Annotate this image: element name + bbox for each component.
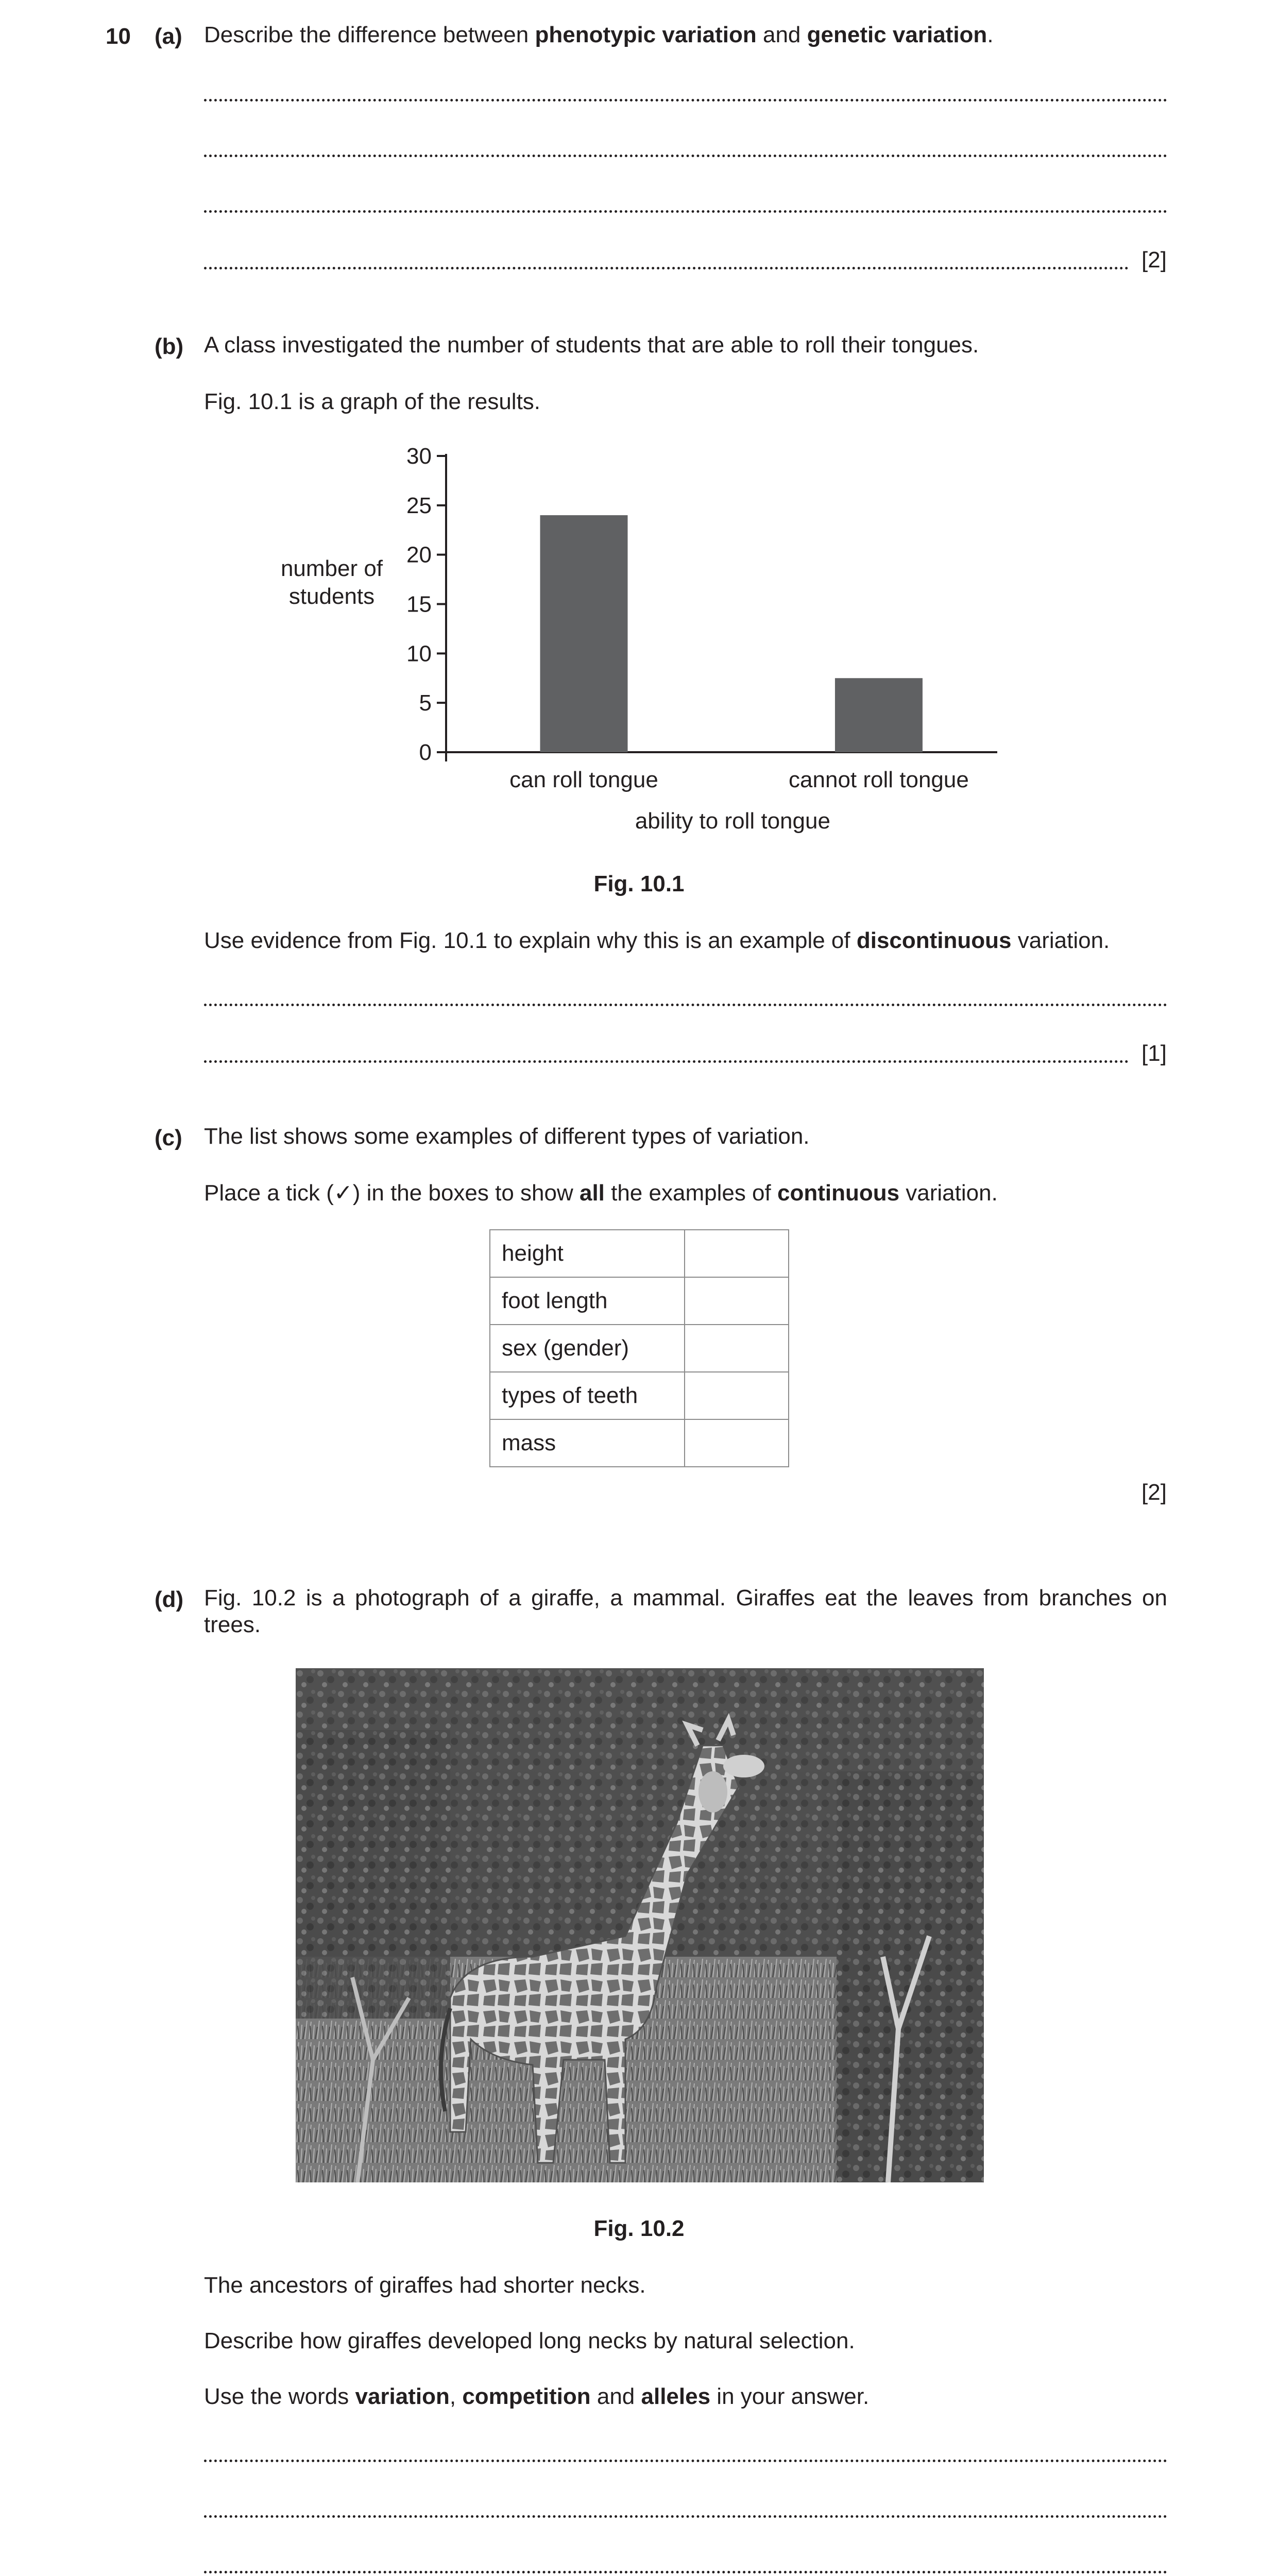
table-row <box>490 1230 789 1277</box>
giraffe-photo-drawing <box>296 1668 984 2182</box>
part-b-fig-ref: Fig. 10.1 is a graph of the results. <box>204 389 541 414</box>
table-row <box>490 1372 789 1419</box>
bar-can-roll-tongue <box>540 515 628 752</box>
part-c-intro: The list shows some examples of different types of variation. <box>204 1124 810 1149</box>
part-d-use-words <box>204 2383 869 2410</box>
part-c-label: (c) <box>155 1125 182 1150</box>
y-tick-label: 5 <box>419 690 432 716</box>
part-d-bold-competition: competition <box>462 2384 591 2409</box>
variation-tick-table <box>489 1229 789 1467</box>
x-category-label: can roll tongue <box>509 767 658 792</box>
answer-line-a-4[interactable] <box>204 267 1129 269</box>
answer-line-a-3[interactable] <box>204 210 1167 213</box>
answer-line-d-3[interactable] <box>204 2571 1167 2573</box>
tick-box-types-of-teeth[interactable] <box>685 1372 789 1419</box>
answer-line-b-1[interactable] <box>204 1004 1167 1006</box>
part-c-bold-all: all <box>579 1180 605 1206</box>
tongue-roll-bar-chart <box>258 433 1030 840</box>
tick-box-height[interactable] <box>685 1230 789 1277</box>
table-row <box>490 1419 789 1467</box>
y-tick-label: 25 <box>406 493 432 518</box>
part-b-instruction <box>204 927 1110 954</box>
answer-line-b-2[interactable] <box>204 1060 1129 1063</box>
row-label-height: height <box>490 1230 685 1277</box>
y-tick-label: 10 <box>406 641 432 667</box>
fig-10-2-caption: Fig. 10.2 <box>593 2216 685 2241</box>
part-c-marks: [2] <box>1141 1480 1167 1505</box>
y-tick-label: 0 <box>419 740 432 765</box>
part-d-use-text: and <box>590 2384 641 2409</box>
table-row <box>490 1325 789 1372</box>
part-c-instruction <box>204 1180 998 1207</box>
fig-10-1-caption: Fig. 10.1 <box>593 871 685 896</box>
part-b-label: (b) <box>155 334 184 359</box>
part-c-bold-continuous: continuous <box>777 1180 900 1206</box>
part-b-instruction-text: variation. <box>1011 928 1110 953</box>
question-number: 10 <box>106 24 131 49</box>
y-tick-label: 30 <box>406 444 432 469</box>
part-d-use-text: , <box>449 2384 463 2409</box>
part-a-text: . <box>987 22 994 47</box>
tick-box-foot-length[interactable] <box>685 1277 789 1325</box>
y-axis-label-line-1: number of <box>280 556 383 581</box>
y-tick-label: 15 <box>406 591 432 617</box>
part-d-ancestors: The ancestors of giraffes had shorter necks. <box>204 2273 646 2298</box>
answer-line-a-1[interactable] <box>204 99 1167 101</box>
part-d-use-text: in your answer. <box>710 2384 870 2409</box>
part-a-text: Describe the difference between <box>204 22 535 47</box>
part-d-bold-variation: variation <box>355 2384 450 2409</box>
part-d-use-text: Use the words <box>204 2384 355 2409</box>
part-b-bold-discontinuous: discontinuous <box>856 928 1012 953</box>
part-b-marks: [1] <box>1141 1041 1167 1066</box>
x-axis-label: ability to roll tongue <box>635 808 830 834</box>
part-d-bold-alleles: alleles <box>641 2384 711 2409</box>
part-c-instruction-text: variation. <box>899 1180 998 1206</box>
part-a-bold-genetic: genetic variation <box>807 22 987 47</box>
part-b-intro: A class investigated the number of students that are able to roll their tongues. <box>204 332 979 358</box>
row-label-sex: sex (gender) <box>490 1325 685 1372</box>
answer-line-d-1[interactable] <box>204 2460 1167 2462</box>
part-c-instruction-text: Place a tick (✓) in the boxes to show <box>204 1180 580 1206</box>
tick-box-mass[interactable] <box>685 1419 789 1467</box>
answer-line-a-2[interactable] <box>204 155 1167 157</box>
part-a-marks: [2] <box>1141 247 1167 273</box>
answer-line-d-2[interactable] <box>204 2515 1167 2518</box>
x-category-label: cannot roll tongue <box>789 767 969 792</box>
y-tick-label: 20 <box>406 542 432 568</box>
part-d-describe: Describe how giraffes developed long necks by natural selection. <box>204 2328 855 2353</box>
table-row <box>490 1277 789 1325</box>
part-b-instruction-text: Use evidence from Fig. 10.1 to explain why this is an example of <box>204 928 857 953</box>
row-label-mass: mass <box>490 1419 685 1467</box>
part-a-label: (a) <box>155 24 182 49</box>
part-c-instruction-text: the examples of <box>604 1180 777 1206</box>
row-label-foot-length: foot length <box>490 1277 685 1325</box>
giraffe-photograph <box>296 1668 984 2182</box>
bar-cannot-roll-tongue <box>835 678 923 752</box>
tick-box-sex[interactable] <box>685 1325 789 1372</box>
row-label-types-of-teeth: types of teeth <box>490 1372 685 1419</box>
part-d-label: (d) <box>155 1587 184 1612</box>
part-a-question <box>204 22 994 48</box>
y-axis-label-line-2: students <box>288 584 375 609</box>
part-d-intro: Fig. 10.2 is a photograph of a giraffe, a mammal. Giraffes eat the leaves from branches on trees. <box>204 1585 1167 1637</box>
part-a-text: and <box>756 22 807 47</box>
part-a-bold-phenotypic: phenotypic variation <box>535 22 757 47</box>
